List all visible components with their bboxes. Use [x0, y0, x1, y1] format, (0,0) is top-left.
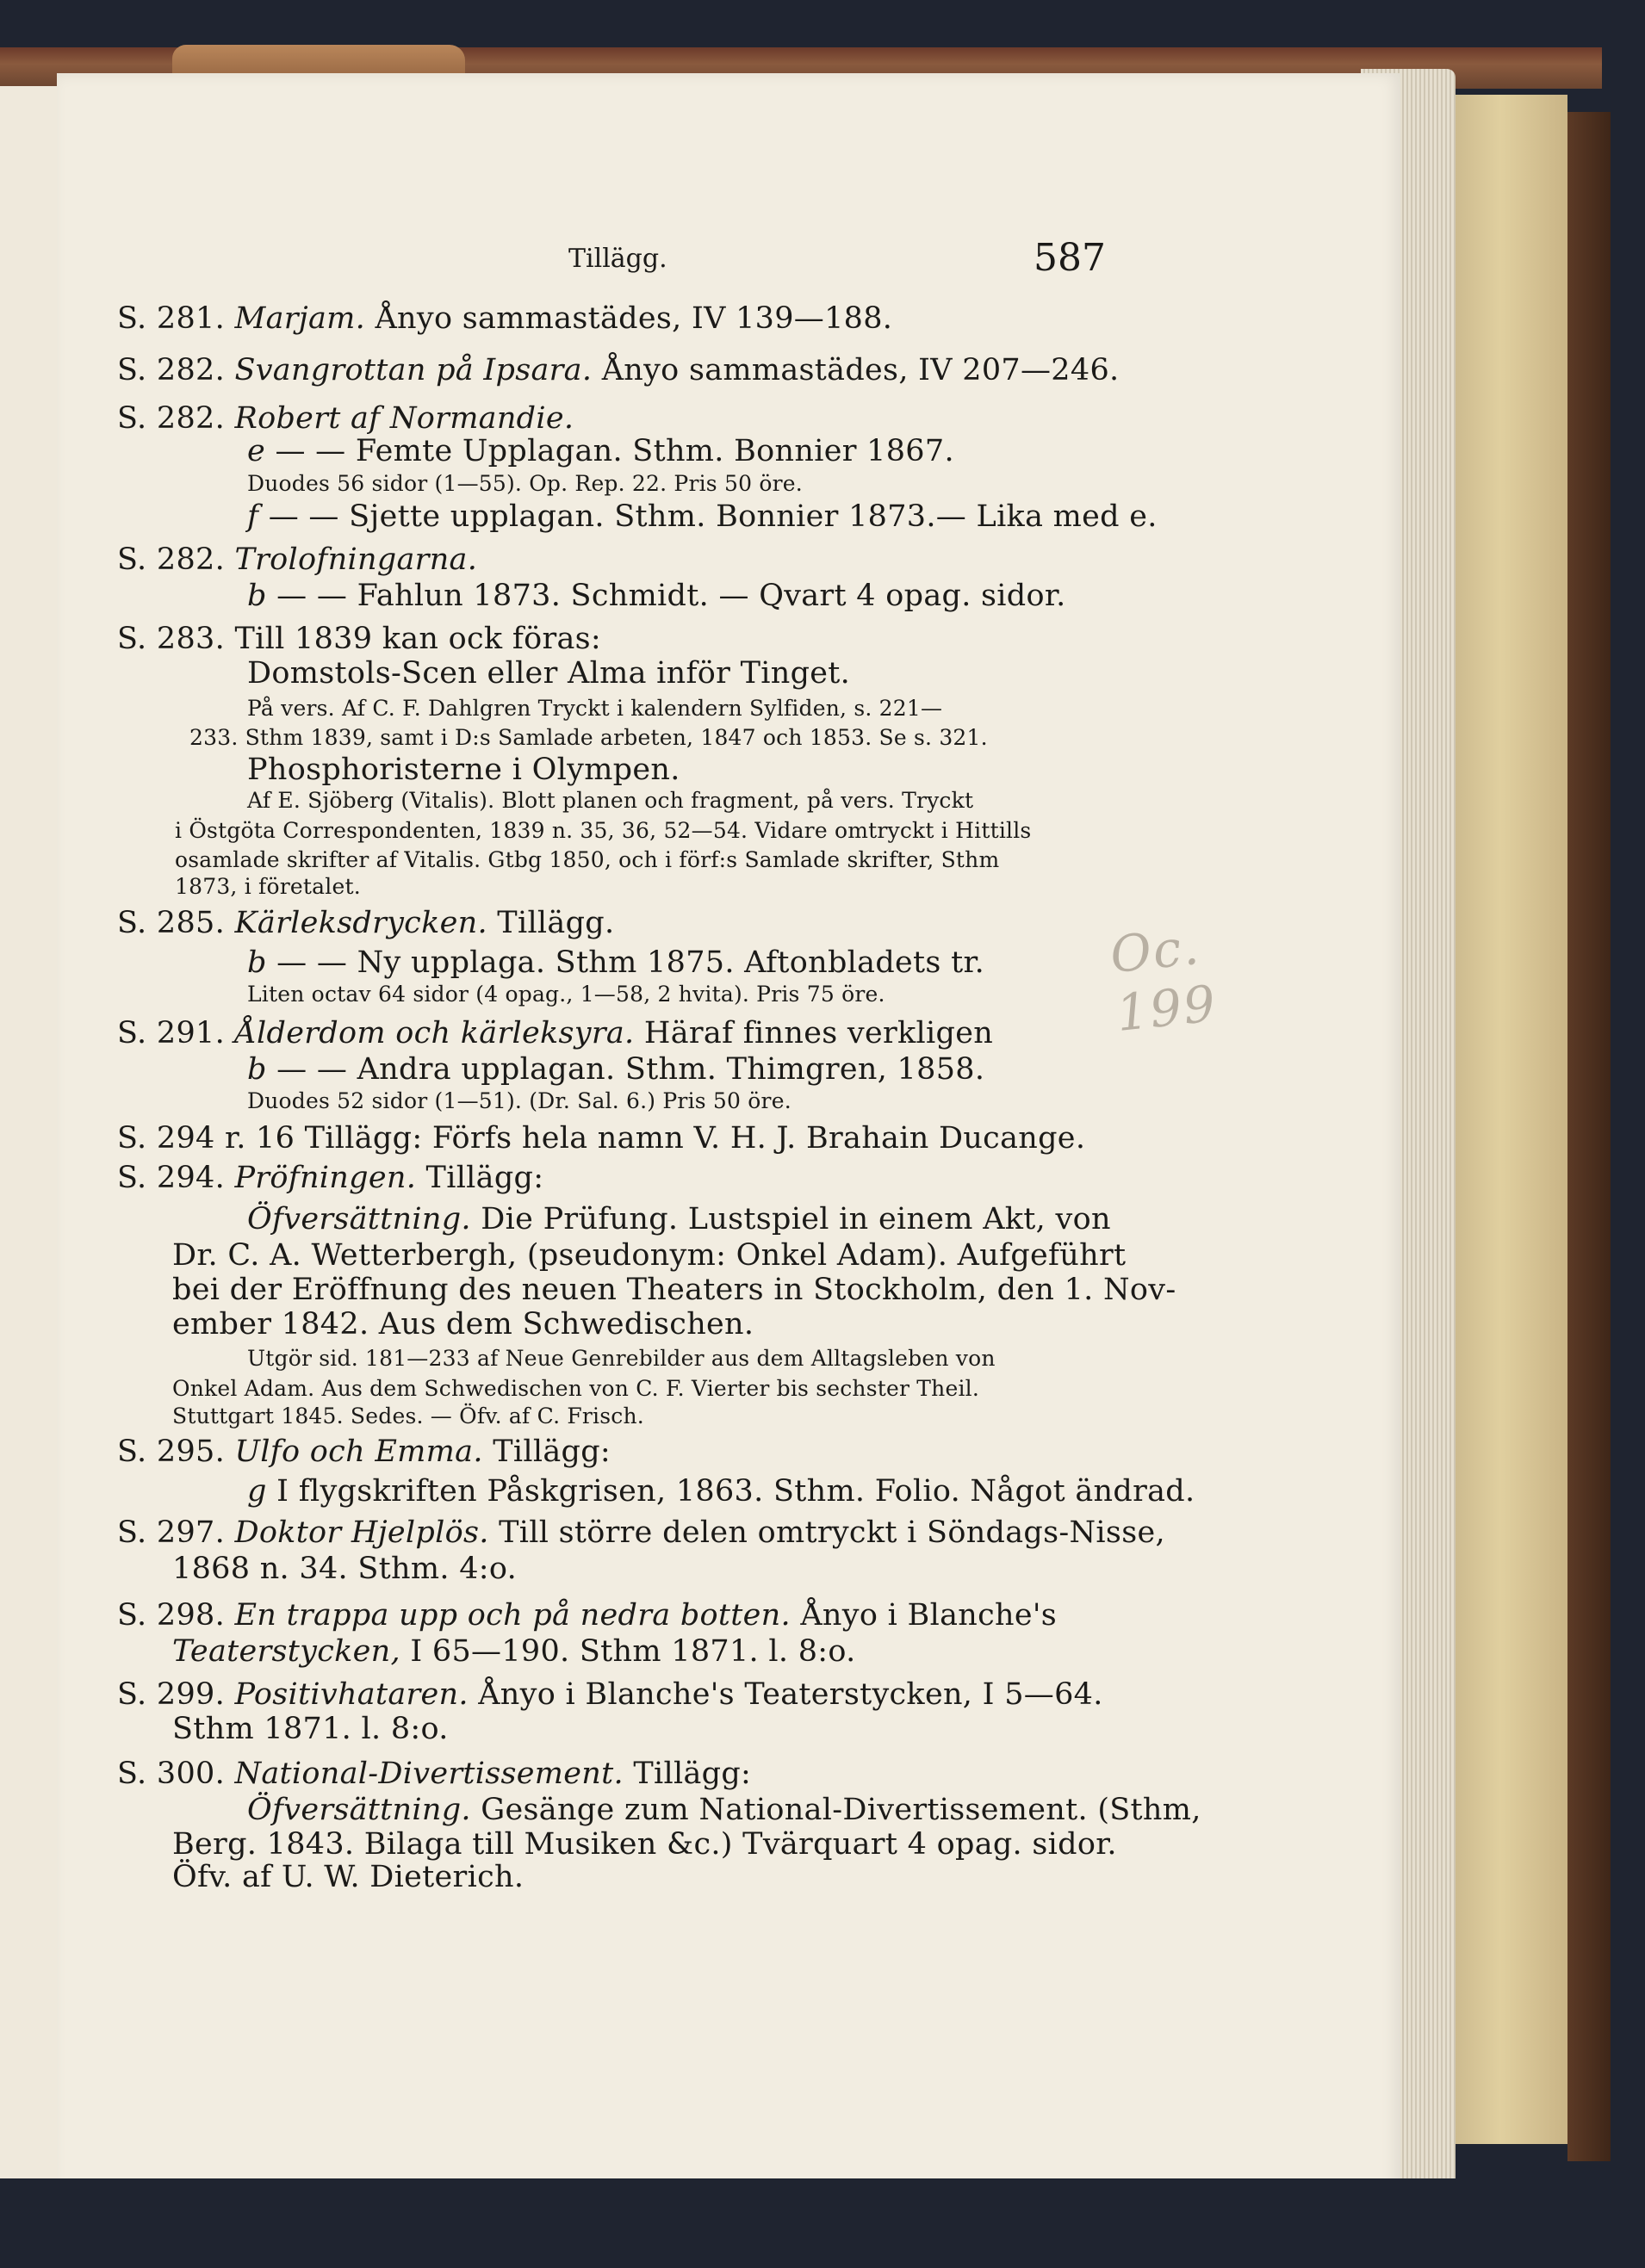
entry-line: bei der Eröffnung des neuen Theaters in Stockholm, den 1. Nov-: [172, 1273, 1176, 1307]
entry-line: f — — Sjette upplagan. Sthm. Bonnier 1873.— Lika med e.: [247, 499, 1158, 534]
entry-line: 1868 n. 34. Sthm. 4:o.: [172, 1552, 518, 1586]
entry-line: b — — Fahlun 1873. Schmidt. — Qvart 4 opag. sidor.: [247, 579, 1066, 613]
entry-line: S. 283. Till 1839 kan ock föras:: [117, 622, 602, 656]
running-title: Tillägg.: [568, 244, 667, 274]
entry-line: S. 291. Ålderdom och kärleksyra. Häraf finnes verkligen: [117, 1016, 994, 1050]
entry-line: e — — Femte Upplagan. Sthm. Bonnier 1867.: [247, 434, 954, 468]
entry-line: S. 294 r. 16 Tillägg: Förfs hela namn V. H. J. Brahain Ducange.: [117, 1121, 1086, 1156]
entry-line: S. 282. Robert af Normandie.: [117, 401, 574, 436]
pencil-annotation: Oc. 199: [1107, 916, 1220, 1043]
entry-line: Öfversättning. Gesänge zum National-Divertissement. (Sthm,: [247, 1793, 1201, 1827]
entry-line: S. 295. Ulfo och Emma. Tillägg:: [117, 1435, 611, 1469]
note-line: osamlade skrifter af Vitalis. Gtbg 1850, och i förf:s Samlade skrifter, Sthm: [175, 847, 1000, 872]
entry-line: Öfv. af U. W. Dieterich.: [172, 1860, 525, 1894]
page-number: 587: [1034, 236, 1106, 280]
entry-line: S. 298. En trappa upp och på nedra botten. Ånyo i Blanche's: [117, 1598, 1058, 1633]
note-line: Duodes 56 sidor (1—55). Op. Rep. 22. Pris 50 öre.: [247, 471, 803, 496]
entry-line: b — — Ny upplaga. Sthm 1875. Aftonbladets tr.: [247, 945, 985, 980]
entry-line: S. 281. Marjam. Ånyo sammastädes, IV 139—188.: [117, 301, 893, 336]
entry-line: Öfversättning. Die Prüfung. Lustspiel in einem Akt, von: [247, 1202, 1111, 1236]
note-line: i Östgöta Correspondenten, 1839 n. 35, 36, 52—54. Vidare omtryckt i Hittills: [175, 818, 1032, 843]
entry-line: Phosphoristerne i Olympen.: [247, 753, 680, 787]
entry-line: Teaterstycken, I 65—190. Sthm 1871. l. 8:o.: [172, 1634, 856, 1669]
note-line: På vers. Af C. F. Dahlgren Tryckt i kalendern Sylfiden, s. 221—: [247, 696, 943, 721]
note-line: Liten octav 64 sidor (4 opag., 1—58, 2 hvita). Pris 75 öre.: [247, 982, 885, 1007]
entry-line: S. 282. Svangrottan på Ipsara. Ånyo sammastädes, IV 207—246.: [117, 353, 1120, 387]
entry-line: S. 282. Trolofningarna.: [117, 542, 478, 577]
note-line: 1873, i företalet.: [175, 874, 361, 899]
entry-line: Sthm 1871. l. 8:o.: [172, 1712, 449, 1746]
entry-line: Domstols-Scen eller Alma inför Tinget.: [247, 656, 851, 691]
entry-line: Dr. C. A. Wetterbergh, (pseudonym: Onkel Adam). Aufgeführt: [172, 1238, 1127, 1273]
entry-line: S. 294. Pröfningen. Tillägg:: [117, 1161, 544, 1195]
entry-line: S. 297. Doktor Hjelplös. Till större delen omtryckt i Söndags-Nisse,: [117, 1515, 1165, 1550]
note-line: 233. Sthm 1839, samt i D:s Samlade arbeten, 1847 och 1853. Se s. 321.: [189, 725, 988, 750]
note-line: Af E. Sjöberg (Vitalis). Blott planen och fragment, på vers. Tryckt: [247, 788, 974, 813]
note-line: Duodes 52 sidor (1—51). (Dr. Sal. 6.) Pris 50 öre.: [247, 1088, 791, 1113]
entry-line: g I flygskriften Påskgrisen, 1863. Sthm. Folio. Något ändrad.: [247, 1474, 1195, 1509]
entry-line: b — — Andra upplagan. Sthm. Thimgren, 1858.: [247, 1052, 985, 1087]
entry-line: S. 300. National-Divertissement. Tillägg:: [117, 1757, 752, 1791]
entry-line: Berg. 1843. Bilaga till Musiken &c.) Tvärquart 4 opag. sidor.: [172, 1827, 1117, 1862]
entry-line: ember 1842. Aus dem Schwedischen.: [172, 1307, 754, 1342]
entry-line: S. 285. Kärleksdrycken. Tillägg.: [117, 906, 615, 940]
note-line: Stuttgart 1845. Sedes. — Öfv. af C. Frisch.: [172, 1404, 644, 1428]
note-line: Utgör sid. 181—233 af Neue Genrebilder aus dem Alltagsleben von: [247, 1346, 996, 1371]
note-line: Onkel Adam. Aus dem Schwedischen von C. F. Vierter bis sechster Theil.: [172, 1376, 979, 1401]
entry-line: S. 299. Positivhataren. Ånyo i Blanche's Teaterstycken, I 5—64.: [117, 1677, 1103, 1712]
